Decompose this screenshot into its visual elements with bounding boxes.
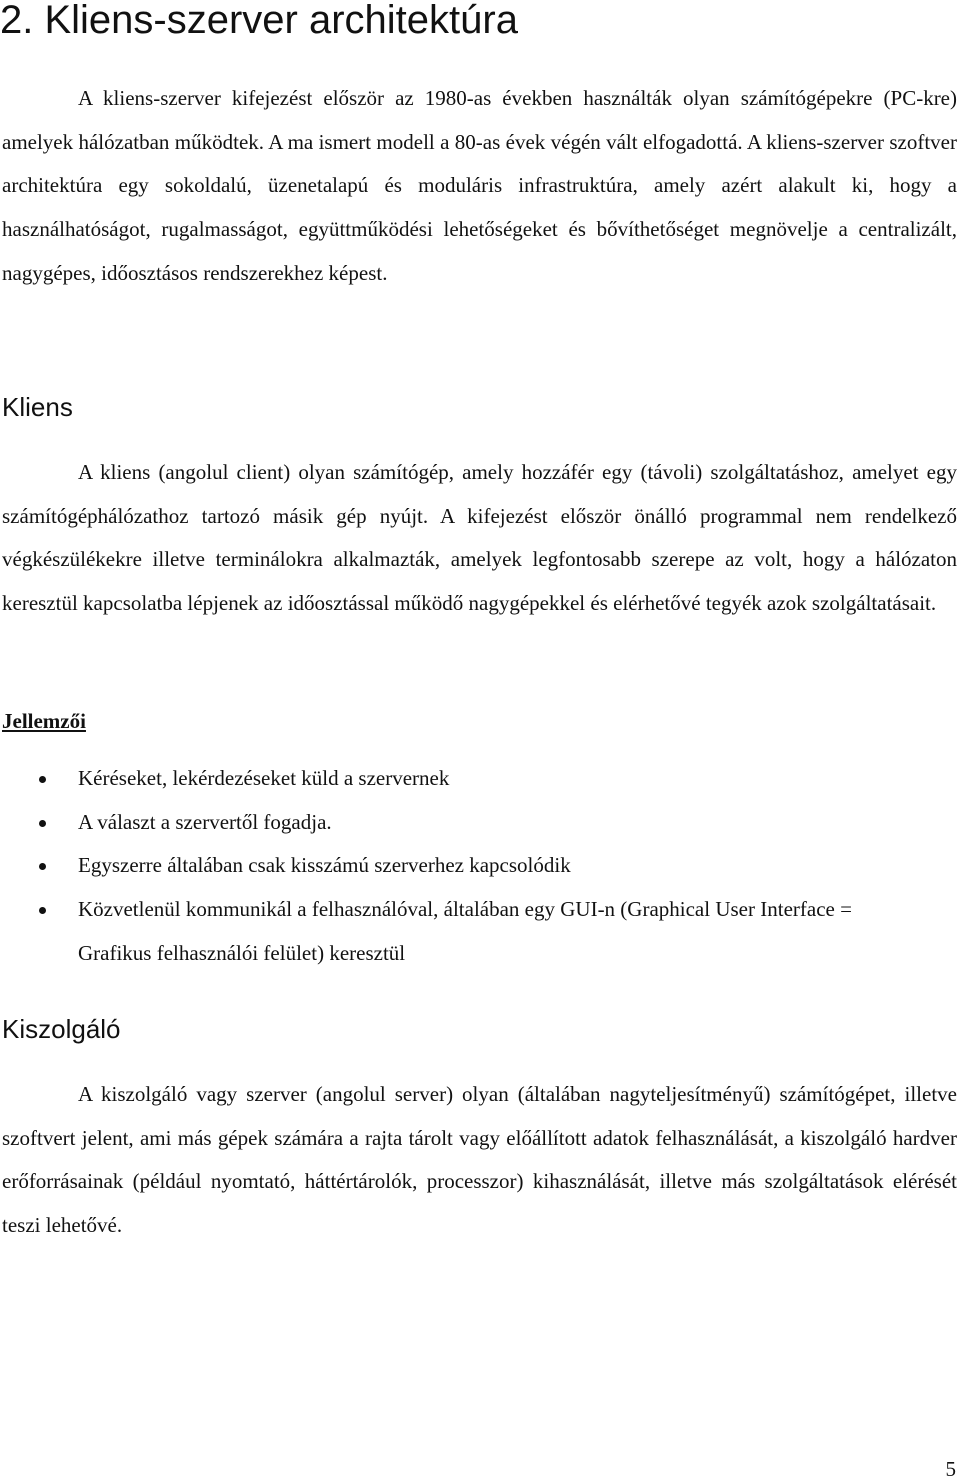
kiszolgalo-heading: Kiszolgáló [2, 1014, 121, 1044]
list-item-text: A választ a szervertől fogadja. [78, 809, 332, 834]
chapter-title: 2. Kliens-szerver architektúra [0, 0, 518, 42]
kliens-paragraph: A kliens (angolul client) olyan számítógép, amely hozzáfér egy (távoli) szolgáltatáshoz, amelyet egy számítógéphálózathoz tartozó másik gép nyújt. A kifejezést először önálló programmal nem rendelkező végkészülékekre illetve terminálokra alkalmazták, amelyek legfontosabb szerepe az volt, hogy a hálózaton keresztül kapcsolatba lépjenek az időosztással működő nagygépekkel és elérhetővé tegyék azok szolgáltatásait. [2, 460, 957, 616]
kliens-heading: Kliens [2, 392, 73, 422]
bullet-icon [39, 776, 46, 783]
kiszolgalo-paragraph: A kiszolgáló vagy szerver (angolul server) olyan (általában nagyteljesítményű) számítógépet, illetve szoftvert jelent, ami más gépek számára a rajta tárolt vagy előállított adatok felhasználását, a kiszolgáló hardver erőforrásainak (például nyomtató, háttértárolók, processzor) kihasználását, illetve más szolgáltatások elérését teszi lehetővé. [2, 1082, 957, 1238]
list-item [0, 801, 900, 845]
bullet-icon [39, 907, 46, 914]
bullet-icon [39, 863, 46, 870]
list-item [0, 844, 900, 888]
list-item [0, 757, 900, 801]
list-item [0, 888, 900, 975]
features-heading: Jellemzői [2, 709, 86, 733]
intro-paragraph: A kliens-szerver kifejezést először az 1980-as években használták olyan számítógépekre (PC-kre) amelyek hálózatban működtek. A ma ismert modell a 80-as évek végén vált elfogadottá. A kliens-szerver szoftver architektúra egy sokoldalú, üzenetalapú és moduláris infrastruktúra, amely azért alakult ki, hogy a használhatóságot, rugalmasságot, együttműködési lehetőségeket és bővíthetőséget megnövelje a centralizált, nagygépes, időosztásos rendszerekhez képest. [2, 86, 957, 285]
page-number: 5 [945, 1457, 956, 1481]
list-item-text: Kéréseket, lekérdezéseket küld a szervernek [78, 766, 450, 790]
list-item-text: Egyszerre általában csak kisszámú szerverhez kapcsolódik [78, 853, 571, 878]
features-list [0, 757, 900, 976]
list-item-text: Közvetlenül kommunikál a felhasználóval, általában egy GUI-n (Graphical User Interface = Grafikus felhasználói felület) keresztül [78, 897, 852, 965]
bullet-icon [39, 820, 46, 827]
